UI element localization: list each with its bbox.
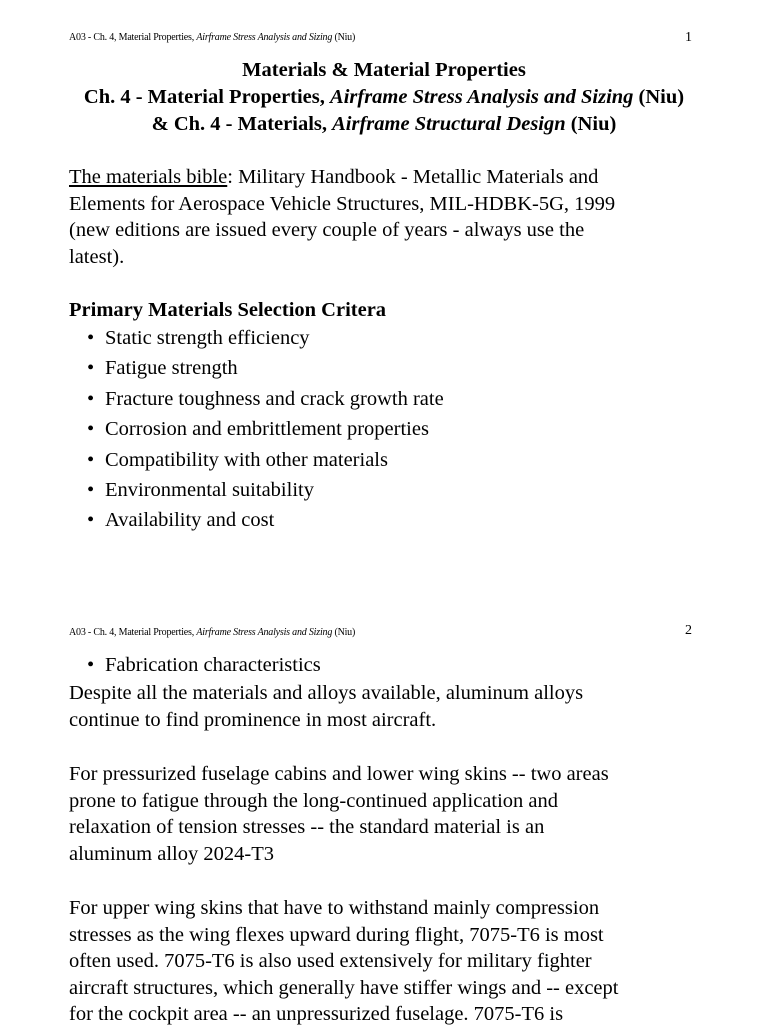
paragraph-line: Despite all the materials and alloys available, aluminum alloys [69,682,584,704]
page-number: 1 [685,30,692,45]
running-header [69,627,355,638]
list-item-text: Compatibility with other materials [105,448,388,471]
bullet-icon: • [87,448,95,471]
paragraph-line: For upper wing skins that have to withstand mainly compression [69,897,600,919]
list-item-text: Corrosion and embrittlement properties [105,418,429,441]
title-line-2-book: Airframe Stress Analysis and Sizing [330,86,634,108]
intro-line-3: (new editions are issued every couple of years - always use the [69,219,585,242]
paragraph-line: aircraft structures, which generally have stiffer wings and -- except [69,976,619,999]
paragraph-line: for the cockpit area -- an unpressurized fuselage. 7075-T6 is [69,1003,564,1026]
bullet-icon: • [87,357,95,380]
title-line-3-book: Airframe Structural Design [332,113,566,135]
running-header-book-title: Airframe Stress Analysis and Sizing [196,32,333,43]
paragraph-line: relaxation of tension stresses -- the standard material is an [69,816,545,839]
paragraph [69,680,729,733]
paragraph-line: aluminum alloy 2024-T3 [69,842,274,865]
bullet-icon: • [87,327,95,349]
paragraph [69,761,729,867]
running-header-book-title: Airframe Stress Analysis and Sizing [196,627,333,638]
list-item [87,445,444,475]
paragraph-line: prone to fatigue through the long-continued application and [69,789,559,812]
bullet-icon: • [87,387,95,410]
list-item-text: Environmental suitability [105,478,314,501]
paragraph-line: continue to find prominence in most aircraft. [69,708,437,731]
document-page-2 [0,620,768,1024]
intro-line-1 [69,164,729,191]
title-line-2-text: Ch. 4 - Material Properties, [83,86,331,108]
running-header-suffix: (Niu) [332,627,356,638]
list-item [87,650,321,680]
list-item-text: Fracture toughness and crack growth rate [105,387,444,410]
bullet-icon: • [87,509,95,532]
materials-bible-label: The materials bible [69,166,228,188]
paragraph [69,895,729,1028]
paragraph-line: For pressurized fuselage cabins and lower wing skins -- two areas [69,763,609,785]
bullet-icon: • [87,418,95,441]
paragraph-line: stresses as the wing flexes upward during flight, 7075-T6 is most [69,923,604,946]
list-item [87,353,444,383]
running-header-suffix: (Niu) [332,32,356,43]
criteria-list-continued [87,650,321,680]
page-number: 2 [685,623,692,638]
bullet-icon: • [87,478,95,501]
paragraph-line: often used. 7075-T6 is also used extensively for military fighter [69,950,592,973]
intro-paragraph [69,164,729,270]
running-header-prefix: A03 - Ch. 4, Material Properties, [69,627,197,638]
running-header-prefix: A03 - Ch. 4, Material Properties, [69,32,197,43]
list-item [87,475,444,505]
title-line-1: Materials & Material Properties [242,59,526,81]
title-line-3-author: (Niu) [565,113,617,135]
running-header [69,32,355,43]
title-line-3-text: & Ch. 4 - Materials, [151,113,333,135]
intro-line-2: Elements for Aerospace Vehicle Structures, MIL-HDBK-5G, 1999 [69,192,616,215]
list-item [87,384,444,414]
title-line-2 [0,84,768,111]
list-item [87,414,444,444]
bullet-icon: • [87,654,95,676]
intro-line-4: latest). [69,245,125,268]
list-item-text: Availability and cost [105,509,275,532]
list-item-text: Static strength efficiency [105,327,310,349]
criteria-list [87,323,444,536]
intro-line-1-text: : Military Handbook - Metallic Materials and [227,166,599,188]
list-item-text: Fabrication characteristics [105,654,321,676]
title-line-3 [0,111,768,138]
list-item [87,505,444,535]
title-line-2-author: (Niu) [633,86,685,108]
criteria-heading: Primary Materials Selection Critera [69,299,387,321]
list-item [87,323,444,353]
page-title [0,57,768,138]
list-item-text: Fatigue strength [105,357,238,380]
